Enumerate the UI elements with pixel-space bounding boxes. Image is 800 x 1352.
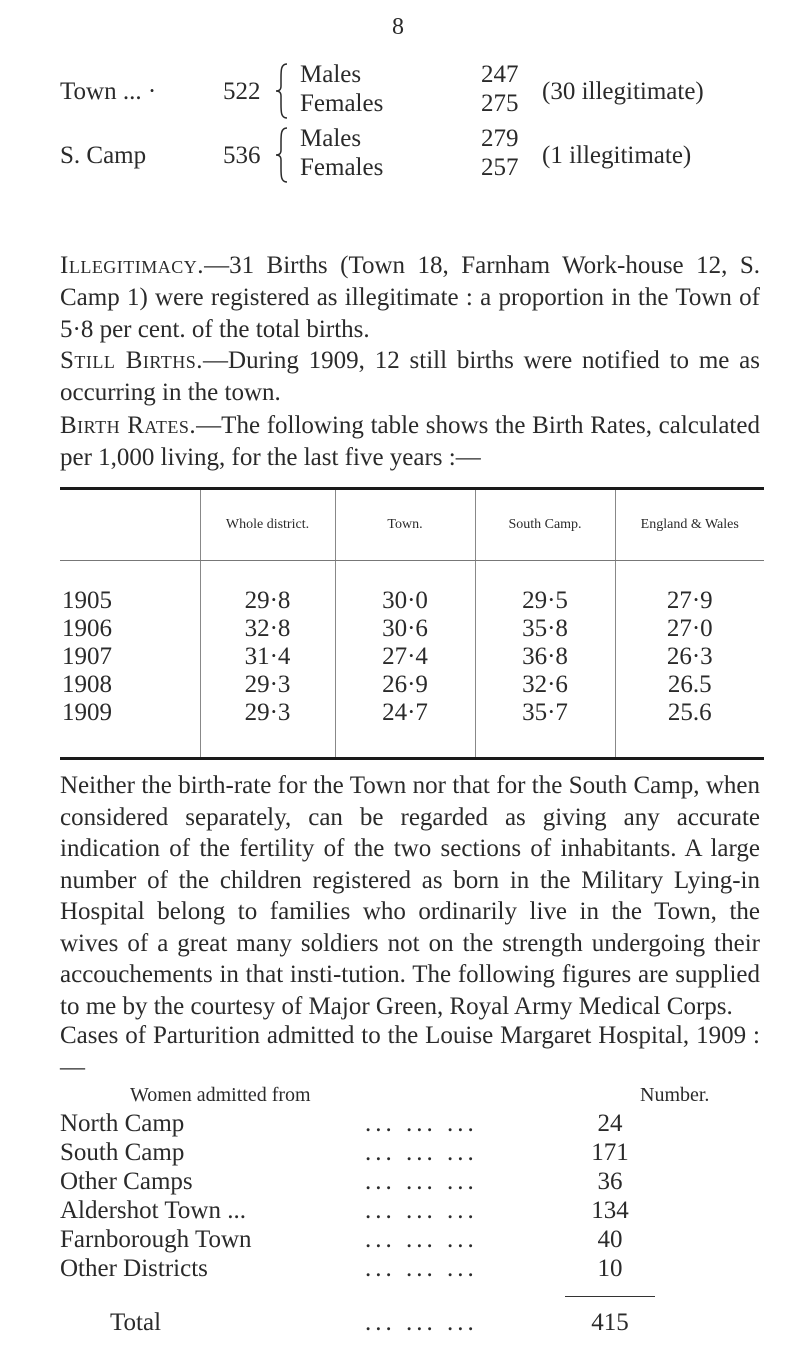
rate-cell: 27·0 [615, 615, 764, 643]
births-sex-counts [481, 124, 519, 182]
cases-intro: Cases of Parturition admitted to the Louise Margaret Hospital, 1909 :— [60, 1022, 760, 1081]
females-label: Females [300, 154, 384, 181]
rate-cell: 30·6 [335, 615, 475, 643]
column-header: Whole district. [200, 489, 335, 561]
rate-cell: 26·9 [335, 671, 475, 699]
females-count: 275 [481, 90, 519, 117]
illegitimate-note: (30 illegitimate) [542, 78, 704, 105]
illegitimacy-text: —31 Births (Town 18, Farnham Work-house 12, S. Camp 1) were registered as illegitimate : a proportion in the Town of 5·8 per cent. of the total births. [60, 252, 760, 343]
rate-cell: 26·3 [615, 643, 764, 671]
births-by-area [60, 60, 760, 220]
births-sex-counts [481, 60, 519, 118]
rate-cell: 35·8 [475, 615, 615, 643]
rate-cell: 30·0 [335, 561, 475, 616]
dot-leader: ... ... ... [365, 1309, 478, 1336]
birth-rates-text: —The following table shows the Birth Rates, calculated per 1,000 living, for the last five years :— [60, 412, 760, 471]
males-count: 279 [481, 125, 519, 152]
dot-leader: ... ... ... [365, 1255, 478, 1282]
origin-label: Farnborough Town [60, 1226, 252, 1253]
list-item [60, 1197, 760, 1226]
births-row-town [60, 60, 760, 124]
births-sex-labels [300, 60, 383, 118]
rate-cell: 29·5 [475, 561, 615, 616]
illegitimate-note: (1 illegitimate) [542, 142, 692, 169]
dot-leader: ... ... ... [365, 1110, 478, 1137]
rate-cell: 29·3 [200, 699, 335, 759]
year-cell: 1906 [62, 615, 112, 642]
births-sex-labels [300, 124, 383, 182]
origin-number: 10 [597, 1255, 623, 1282]
birth-rates-paragraph [60, 410, 760, 474]
males-label: Males [300, 61, 362, 88]
males-label: Males [300, 125, 362, 152]
still-births-heading: Still Births. [60, 347, 204, 374]
column-header: Town. [335, 489, 475, 561]
origin-number: 171 [591, 1139, 629, 1166]
year-cell: 1909 [60, 699, 200, 759]
rate-cell: 27·9 [615, 561, 764, 616]
origin-label: Other Districts [60, 1255, 208, 1282]
dot-leader: ... ... ... [365, 1197, 478, 1224]
males-count: 247 [481, 61, 519, 88]
origin-label: Aldershot Town ... [60, 1197, 246, 1224]
rate-cell: 27·4 [335, 643, 475, 671]
dot-leader: ... ... ... [365, 1168, 478, 1195]
list-item [60, 1110, 760, 1139]
births-total: 536 [223, 142, 261, 169]
rate-cell: 29·3 [200, 671, 335, 699]
table-header-row [60, 489, 764, 561]
illegitimacy-heading: Illegitimacy. [60, 252, 205, 279]
list-item [60, 1139, 760, 1168]
origin-number: 36 [597, 1168, 623, 1195]
year-cell: 1907 [62, 643, 112, 670]
birth-rates-heading: Birth Rates. [60, 412, 197, 439]
year-cell: 1908 [62, 671, 112, 698]
rate-cell: 26.5 [615, 671, 764, 699]
rate-cell: 32·8 [200, 615, 335, 643]
still-births-text: —During 1909, 12 still births were notified to me as occurring in the town. [60, 347, 760, 406]
origin-number: 24 [597, 1110, 623, 1137]
brace-icon [275, 62, 289, 120]
illegitimacy-paragraph [60, 250, 760, 346]
column-header: England & Wales [615, 489, 764, 561]
total-number: 415 [591, 1309, 629, 1336]
number-header: Number. [640, 1084, 710, 1106]
table-row [60, 615, 764, 643]
year-cell: 1905 [62, 587, 112, 614]
brace-icon [275, 126, 289, 184]
total-label: Total [110, 1309, 162, 1336]
table-row [60, 643, 764, 671]
dot-leader: ... ... ... [365, 1226, 478, 1253]
rate-cell: 31·4 [200, 643, 335, 671]
origin-number: 40 [597, 1226, 623, 1253]
neither-paragraph: Neither the birth-rate for the Town nor that for the South Camp, when considered separately, can be regarded as giving any accurate indication of the fertility of the two sections of inhabitants. A large number of the children registered as born in the Military Lying-in Hospital belong to families who ordinarily live in the Town, the wives of a great many soldiers not on the strength undergoing their accouchements in that insti-tution. The following figures are supplied to me by the courtesy of Major Green, Royal Army Medical Corps. [60, 772, 760, 1020]
rate-cell: 36·8 [475, 643, 615, 671]
list-item [60, 1255, 760, 1284]
births-place: Town ... · [60, 78, 157, 105]
origin-label: North Camp [60, 1110, 185, 1137]
table-row [60, 699, 764, 759]
birth-rates-table [60, 487, 764, 760]
dot-leader: ... ... ... [365, 1139, 478, 1166]
total-rule [565, 1296, 655, 1297]
column-header: South Camp. [475, 489, 615, 561]
rate-cell: 25.6 [615, 699, 764, 759]
rate-cell: 35·7 [475, 699, 615, 759]
births-place: S. Camp [60, 142, 147, 169]
females-label: Females [300, 90, 384, 117]
rate-cell: 29·8 [200, 561, 335, 616]
origin-number: 134 [591, 1197, 629, 1224]
column-header [60, 489, 200, 561]
still-births-paragraph [60, 345, 760, 409]
women-admitted-header: Women admitted from [130, 1084, 311, 1106]
births-total: 522 [223, 78, 261, 105]
table-row [60, 671, 764, 699]
rate-cell: 24·7 [335, 699, 475, 759]
females-count: 257 [481, 154, 519, 181]
table-row [60, 561, 764, 616]
rate-cell: 32·6 [475, 671, 615, 699]
list-item [60, 1168, 760, 1197]
births-row-camp [60, 124, 760, 188]
origin-label: South Camp [60, 1139, 185, 1166]
origin-label: Other Camps [60, 1168, 193, 1195]
page-number: 8 [392, 14, 404, 40]
total-row [60, 1309, 760, 1338]
list-item [60, 1226, 760, 1255]
